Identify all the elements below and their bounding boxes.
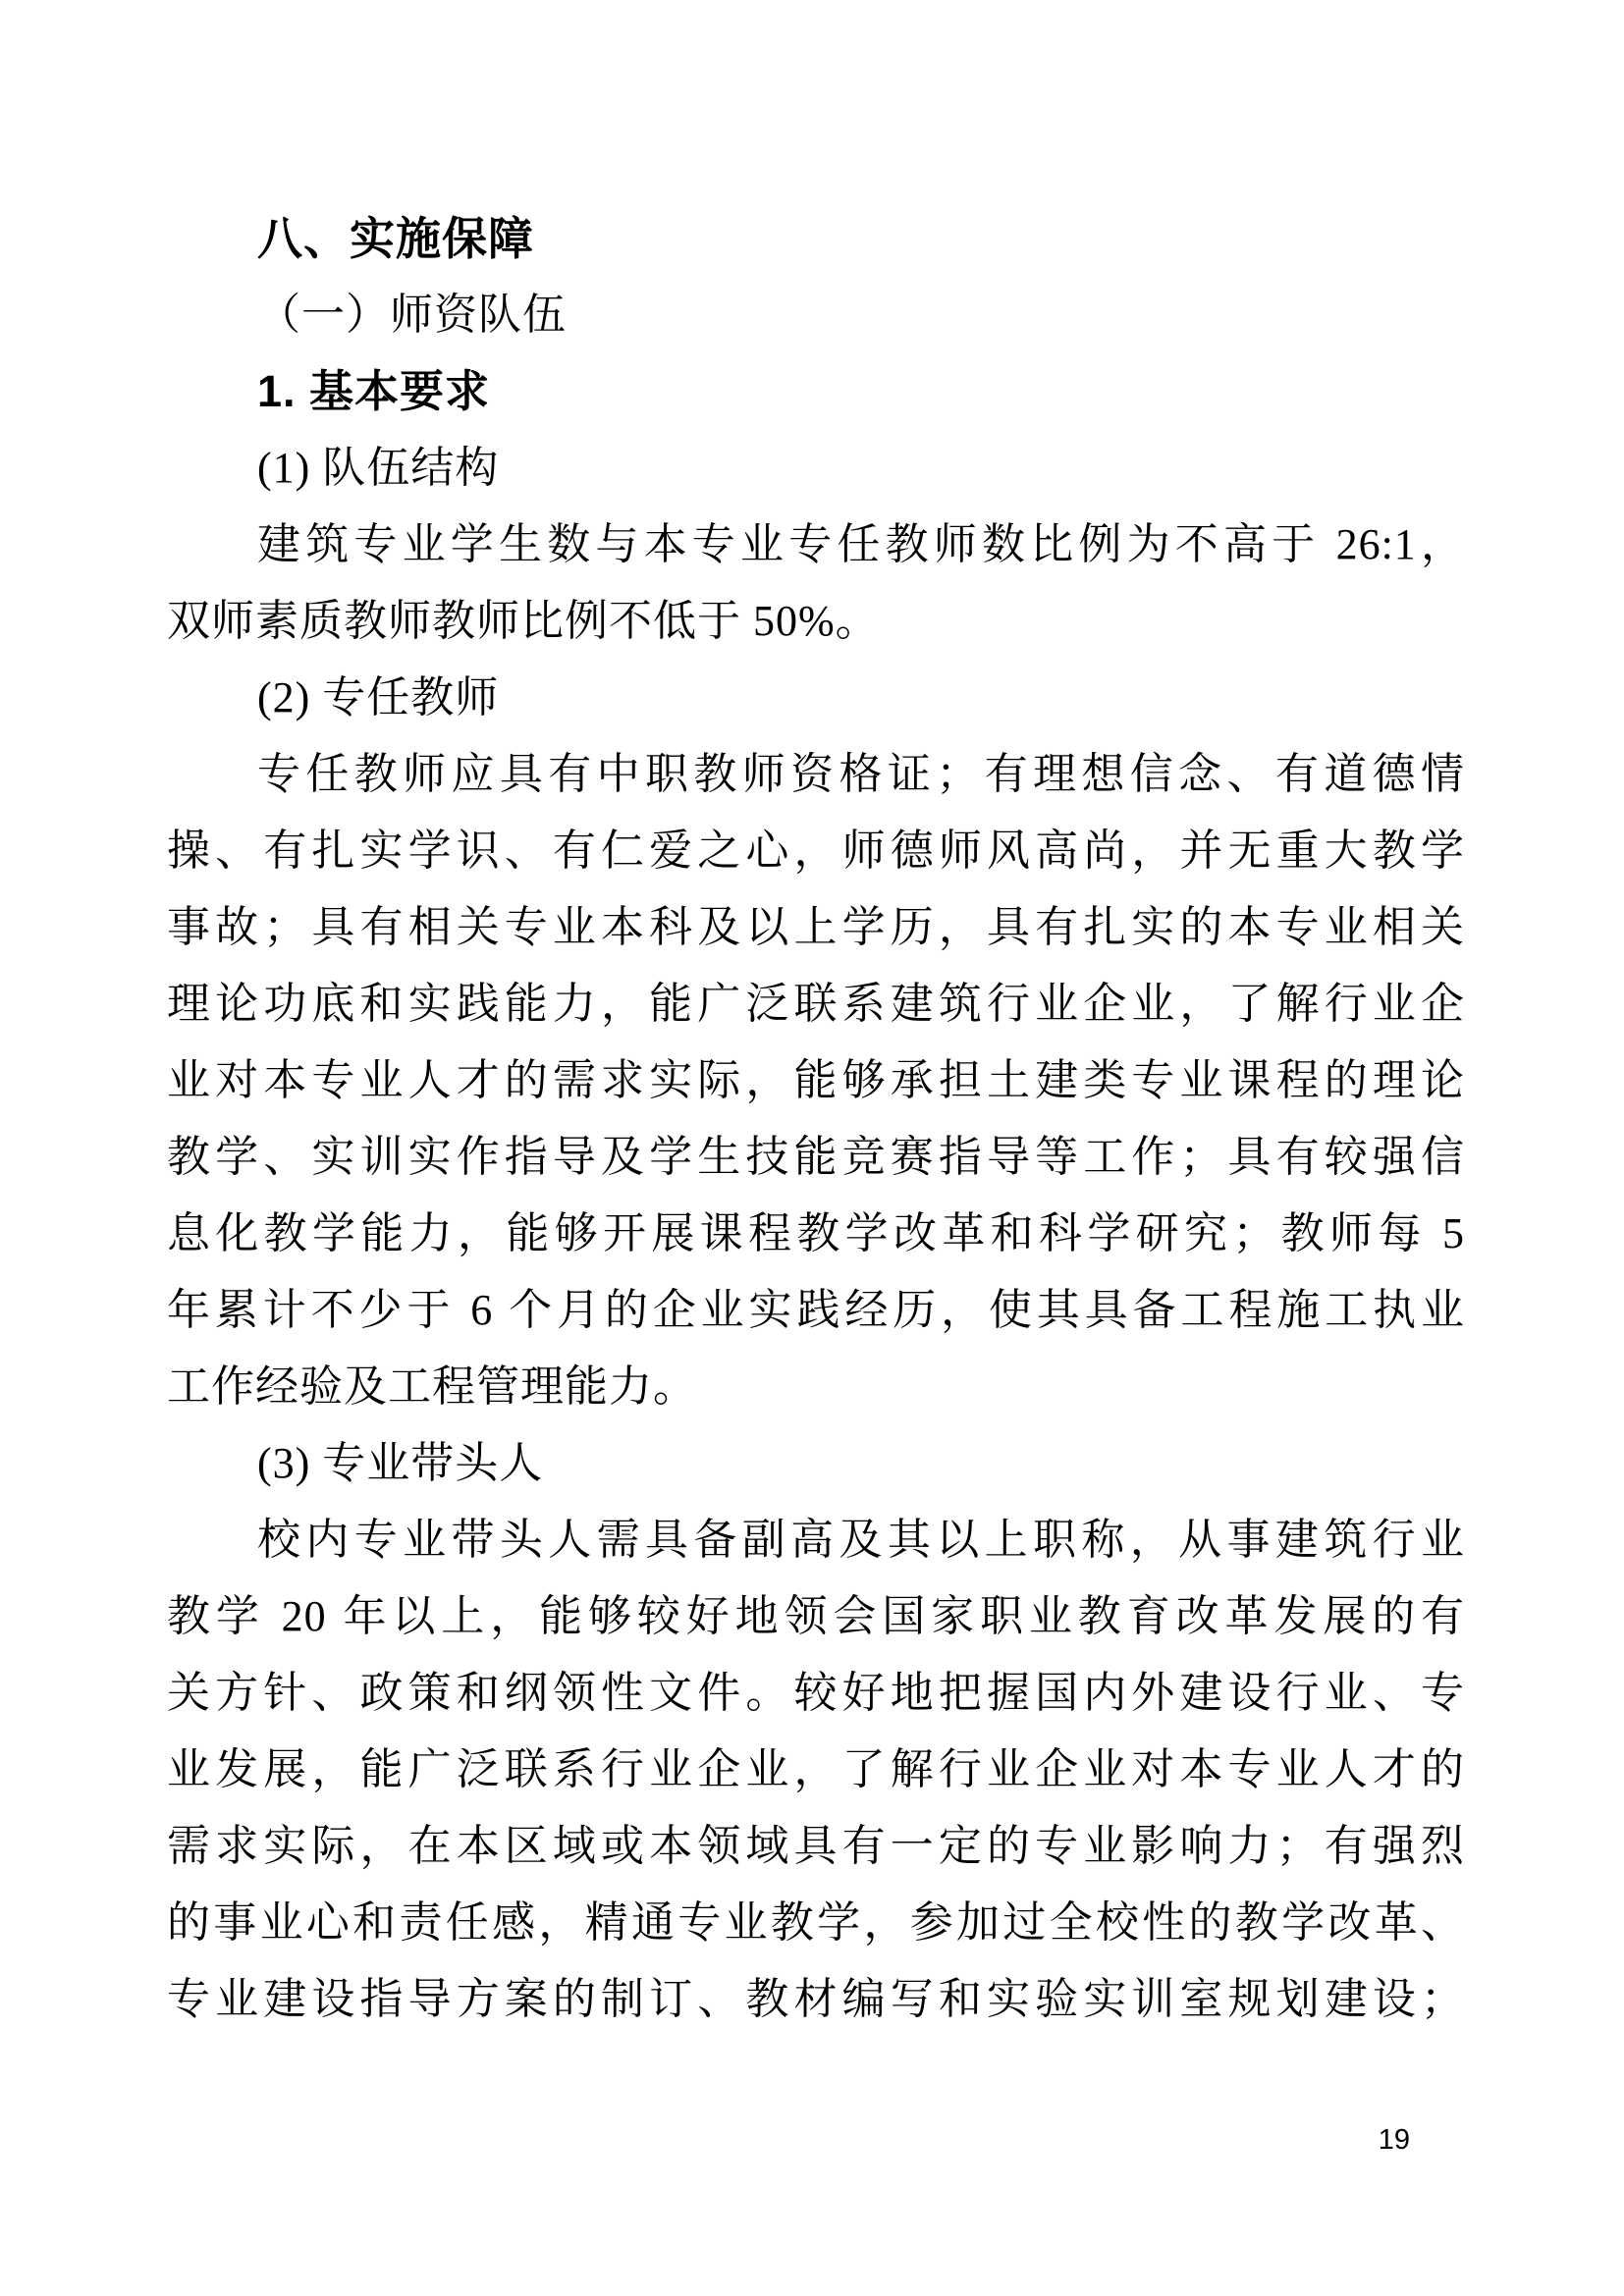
paragraph-line: 业对本专业人才的需求实际，能够承担土建类专业课程的理论 xyxy=(167,1056,1465,1104)
paragraph-line: 业发展，能广泛联系行业企业，了解行业企业对本专业人才的 xyxy=(167,1745,1465,1793)
item-heading: (1) 队伍结构 xyxy=(257,444,500,492)
paragraph-line: 专业建设指导方案的制订、教材编写和实验实训室规划建设； xyxy=(167,1975,1465,2023)
paragraph-line: 年累计不少于 6 个月的企业实践经历，使其具备工程施工执业 xyxy=(167,1286,1465,1334)
paragraph-line: 建筑专业学生数与本专业专任教师数比例为不高于 26:1， xyxy=(257,520,1465,568)
section-heading: 八、实施保障 xyxy=(257,213,534,264)
subsection-heading: 1. 基本要求 xyxy=(257,366,491,416)
paragraph-line: 校内专业带头人需具备副高及其以上职称，从事建筑行业 xyxy=(257,1516,1465,1564)
paragraph-line: 需求实际，在本区域或本领域具有一定的专业影响力；有强烈 xyxy=(167,1822,1465,1870)
paragraph-line: 理论功底和实践能力，能广泛联系建筑行业企业，了解行业企 xyxy=(167,980,1465,1028)
item-heading: (3) 专业带头人 xyxy=(257,1439,544,1487)
paragraph-line: 教学、实训实作指导及学生技能竞赛指导等工作；具有较强信 xyxy=(167,1133,1465,1181)
item-heading: (2) 专任教师 xyxy=(257,673,500,721)
page-number: 19 xyxy=(1378,2124,1410,2156)
paragraph-line: 的事业心和责任感，精通专业教学，参加过全校性的教学改革、 xyxy=(167,1898,1465,1947)
paragraph-line: 息化教学能力，能够开展课程教学改革和科学研究；教师每 5 xyxy=(167,1209,1465,1257)
item-heading: （一）师资队伍 xyxy=(257,291,567,339)
paragraph-line: 教学 20 年以上，能够较好地领会国家职业教育改革发展的有 xyxy=(167,1592,1465,1640)
document-body xyxy=(167,200,1465,2038)
paragraph-line: 事故；具有相关专业本科及以上学历，具有扎实的本专业相关 xyxy=(167,903,1465,951)
paragraph-line: 操、有扎实学识、有仁爱之心，师德师风高尚，并无重大教学 xyxy=(167,827,1465,875)
paragraph-line: 专任教师应具有中职教师资格证；有理想信念、有道德情 xyxy=(257,750,1465,798)
paragraph-line: 双师素质教师教师比例不低于 50%。 xyxy=(167,597,880,645)
paragraph-line: 工作经验及工程管理能力。 xyxy=(167,1362,697,1411)
paragraph-line: 关方针、政策和纲领性文件。较好地把握国内外建设行业、专 xyxy=(167,1669,1465,1717)
